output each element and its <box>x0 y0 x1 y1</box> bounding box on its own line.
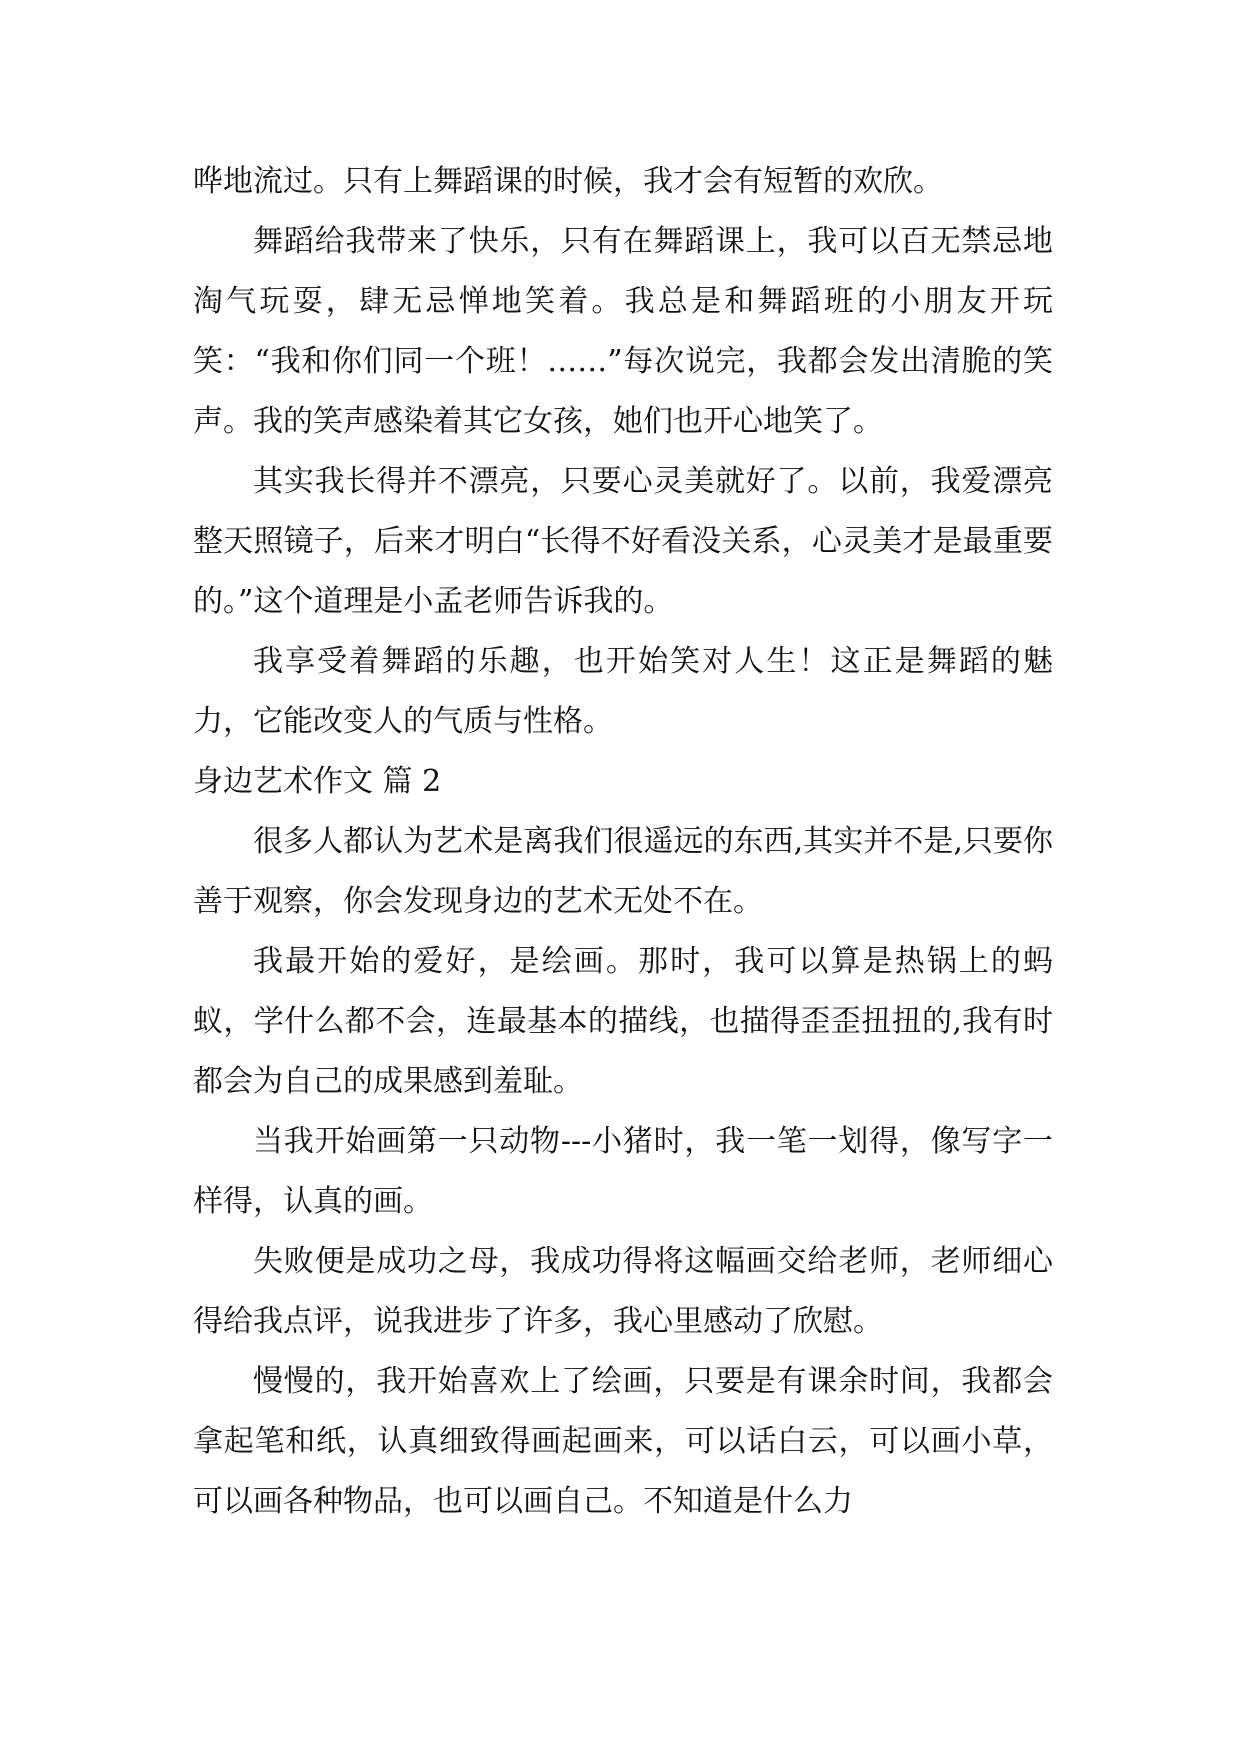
paragraph-continuation: 哗地流过。只有上舞蹈课的时候，我才会有短暂的欢欣。 <box>193 164 943 199</box>
paragraph-dance-charm: 我享受着舞蹈的乐趣，也开始笑对人生！这正是舞蹈的魅力，它能改变人的气质与性格。 <box>193 644 1053 739</box>
paragraph-inner-beauty: 其实我长得并不漂亮，只要心灵美就好了。以前，我爱漂亮整天照镜子，后来才明白“长得不好看没关系，心灵美才是最重要的。”这个道理是小孟老师告诉我的。 <box>193 464 1053 619</box>
paragraph-art-around: 很多人都认为艺术是离我们很遥远的东西,其实并不是,只要你善于观察，你会发现身边的艺术无处不在。 <box>193 824 1053 919</box>
paragraph-first-animal: 当我开始画第一只动物---小猪时，我一笔一划得，像写字一样得，认真的画。 <box>193 1124 1053 1219</box>
section-heading: 身边艺术作文 篇 2 <box>193 764 442 799</box>
paragraph-love-painting: 慢慢的，我开始喜欢上了绘画，只要是有课余时间，我都会拿起笔和纸，认真细致得画起画来，可以话白云，可以画小草，可以画各种物品，也可以画自己。不知道是什么力 <box>193 1364 1053 1519</box>
paragraph-first-hobby: 我最开始的爱好，是绘画。那时，我可以算是热锅上的蚂蚁，学什么都不会，连最基本的描线，也描得歪歪扭扭的,我有时都会为自己的成果感到羞耻。 <box>193 944 1053 1099</box>
document-page <box>193 152 1053 1532</box>
paragraph-teacher-review: 失败便是成功之母，我成功得将这幅画交给老师，老师细心得给我点评，说我进步了许多，我心里感动了欣慰。 <box>193 1244 1053 1339</box>
paragraph-dance-joy: 舞蹈给我带来了快乐，只有在舞蹈课上，我可以百无禁忌地淘气玩耍，肆无忌惮地笑着。我总是和舞蹈班的小朋友开玩笑：“我和你们同一个班！……”每次说完，我都会发出清脆的笑声。我的笑声感染着其它女孩，她们也开心地笑了。 <box>193 224 1053 439</box>
